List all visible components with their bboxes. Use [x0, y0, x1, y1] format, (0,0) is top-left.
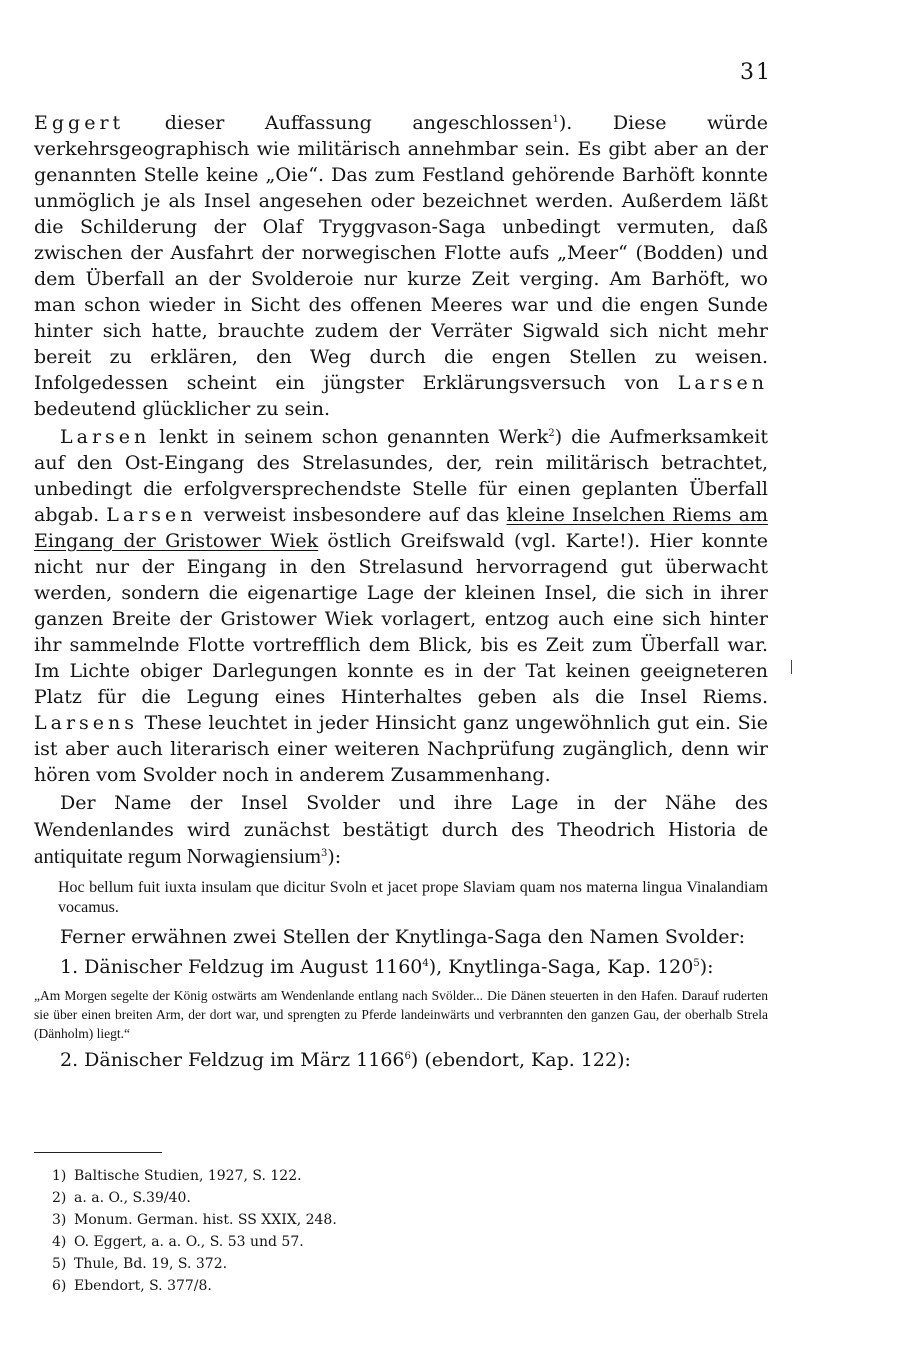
author-name-spaced: Larsen: [106, 504, 197, 526]
saga-quote: „Am Morgen segelte der König ostwärts am Wendenlande entlang nach Svölder... Die Dänen steuerten in den Hafen. Darauf ruderten sie über einen breiten Arm, der dort war, und sprengten zu Pferde landeinwärts und verbrannten den ganzen Gau, der oberhalb Strela (Dänholm) liegt.“: [34, 988, 768, 1041]
footnote: [52, 1209, 652, 1231]
item-text: 1. Dänischer Feldzug im August 1160: [60, 956, 423, 978]
footnote-ref[interactable]: 5: [693, 958, 700, 969]
paragraph-text: ):: [327, 846, 342, 868]
list-item-2: [34, 1047, 768, 1073]
paragraph-text: lenkt in seinem schon genannten Werk: [150, 426, 549, 448]
paragraph-text: ) die Aufmerksamkeit auf den Ost-Eingang des Strelasundes, der, rein militärisch betrachtet, unbedingt die erfolgversprechendste Stelle für einen geplanten Überfall abgab.: [34, 426, 768, 526]
paragraph-text: These leuchtet in jeder Hinsicht ganz ungewöhnlich gut ein. Sie ist aber auch literarisch einer weiteren Nachprüfung zugänglich, denn wir hören vom Svolder noch in anderem Zusammenhang.: [34, 712, 768, 786]
item-text: ):: [699, 956, 714, 978]
footnote-ref[interactable]: 4: [422, 958, 429, 969]
item-text: ) (ebendort, Kap. 122):: [410, 1049, 631, 1071]
paragraph-3: [34, 790, 768, 870]
footnotes: [52, 1165, 652, 1297]
item-text: 2. Dänischer Feldzug im März 1166: [60, 1049, 405, 1071]
footnote-mark: 4): [52, 1234, 67, 1250]
footnote: [52, 1253, 652, 1275]
paragraph-4: Ferner erwähnen zwei Stellen der Knytlinga-Saga den Namen Svolder:: [60, 926, 746, 948]
page-number: 31: [740, 60, 772, 85]
footnote-text: Baltische Studien, 1927, S. 122.: [74, 1168, 302, 1184]
footnote: [52, 1187, 652, 1209]
item-text: ), Knytlinga-Saga, Kap. 120: [428, 956, 694, 978]
latin-quote: Hoc bellum fuit iuxta insulam que dicitur Svoln et jacet prope Slaviam quam nos materna lingua Vinalandiam vocamus.: [58, 879, 768, 916]
paragraph-text: dieser Auffassung angeschlossen: [124, 112, 553, 134]
footnote-ref[interactable]: 6: [404, 1051, 411, 1062]
list-item-1: [34, 954, 768, 980]
underlined-passage: kleine Inselchen Riems am Eingang der Gristower Wiek: [34, 504, 768, 552]
footnote-mark: 6): [52, 1278, 67, 1294]
footnote-text: a. a. O., S.39/40.: [74, 1190, 191, 1206]
author-name-spaced: Larsen: [677, 372, 768, 394]
footnote-ref[interactable]: 1: [552, 114, 559, 125]
paragraph-text: bedeutend glücklicher zu sein.: [34, 398, 331, 420]
author-name-spaced: Larsens: [34, 712, 139, 734]
footnote-ref[interactable]: 2: [548, 428, 555, 439]
footnote-divider: [34, 1152, 162, 1153]
footnote-mark: 2): [52, 1190, 67, 1206]
paragraph-2: [34, 424, 768, 788]
paragraph-text: Der Name der Insel Svolder und ihre Lage in der Nähe des Wendenlandes wird zunächst bestätigt durch des Theodrich: [34, 792, 768, 841]
author-name-spaced: Eggert: [34, 112, 125, 134]
latin-title: Historia de antiquitate regum Norwagiensium: [34, 817, 768, 868]
paragraph-text: östlich Greifswald (vgl. Karte!). Hier konnte nicht nur der Eingang in den Strelasund hervorragend gut überwacht werden, sondern die eigenartige Lage der kleinen Insel, die sich in ihrer ganzen Breite der Gristower Wiek vorlagert, entzog auch eine sich hinter ihr sammelnde Flotte vortrefflich dem Blick, bis es Zeit zum Überfall war. Im Lichte obiger Darlegungen konnte es in der Tat keinen geeigneteren Platz für die Legung eines Hinterhaltes geben als die Insel Riems.: [34, 530, 768, 708]
footnote: [52, 1165, 652, 1187]
footnote-text: Monum. German. hist. SS XXIX, 248.: [74, 1212, 337, 1228]
paragraph-1: [34, 110, 768, 422]
footnote-mark: 5): [52, 1256, 67, 1272]
footnote-text: Ebendort, S. 377/8.: [74, 1278, 212, 1294]
footnote-text: O. Eggert, a. a. O., S. 53 und 57.: [74, 1234, 304, 1250]
paragraph-text: verweist insbesondere auf das: [196, 504, 507, 526]
paragraph-text: ). Diese würde verkehrsgeographisch wie militärisch annehmbar sein. Es gibt aber an der genannten Stelle keine „Oie“. Das zum Festland gehörende Barhöft konnte unmöglich je als Insel angesehen oder bezeichnet werden. Außerdem läßt die Schilderung der Olaf Tryggvason-Saga unbedingt vermuten, daß zwischen der Ausfahrt der norwegischen Flotte aufs „Meer“ (Bodden) und dem Überfall an der Svolderoie nur kurze Zeit verging. Am Barhöft, wo man schon wieder in Sicht des offenen Meeres war und die engen Sunde hinter sich hatte, brauchte zudem der Verräter Sigwald sich nicht mehr bereit zu erklären, den Weg durch die engen Stellen zu weisen. Infolgedessen scheint ein jüngster Erklärungsversuch von: [34, 112, 768, 394]
author-name-spaced: Larsen: [60, 426, 151, 448]
footnote: [52, 1231, 652, 1253]
footnote-mark: 3): [52, 1212, 67, 1228]
footnote-ref[interactable]: 3: [320, 848, 328, 859]
body-text: [34, 110, 768, 1073]
margin-mark: [791, 660, 792, 674]
footnote-mark: 1): [52, 1168, 67, 1184]
footnote-text: Thule, Bd. 19, S. 372.: [74, 1256, 228, 1272]
footnote: [52, 1275, 652, 1297]
